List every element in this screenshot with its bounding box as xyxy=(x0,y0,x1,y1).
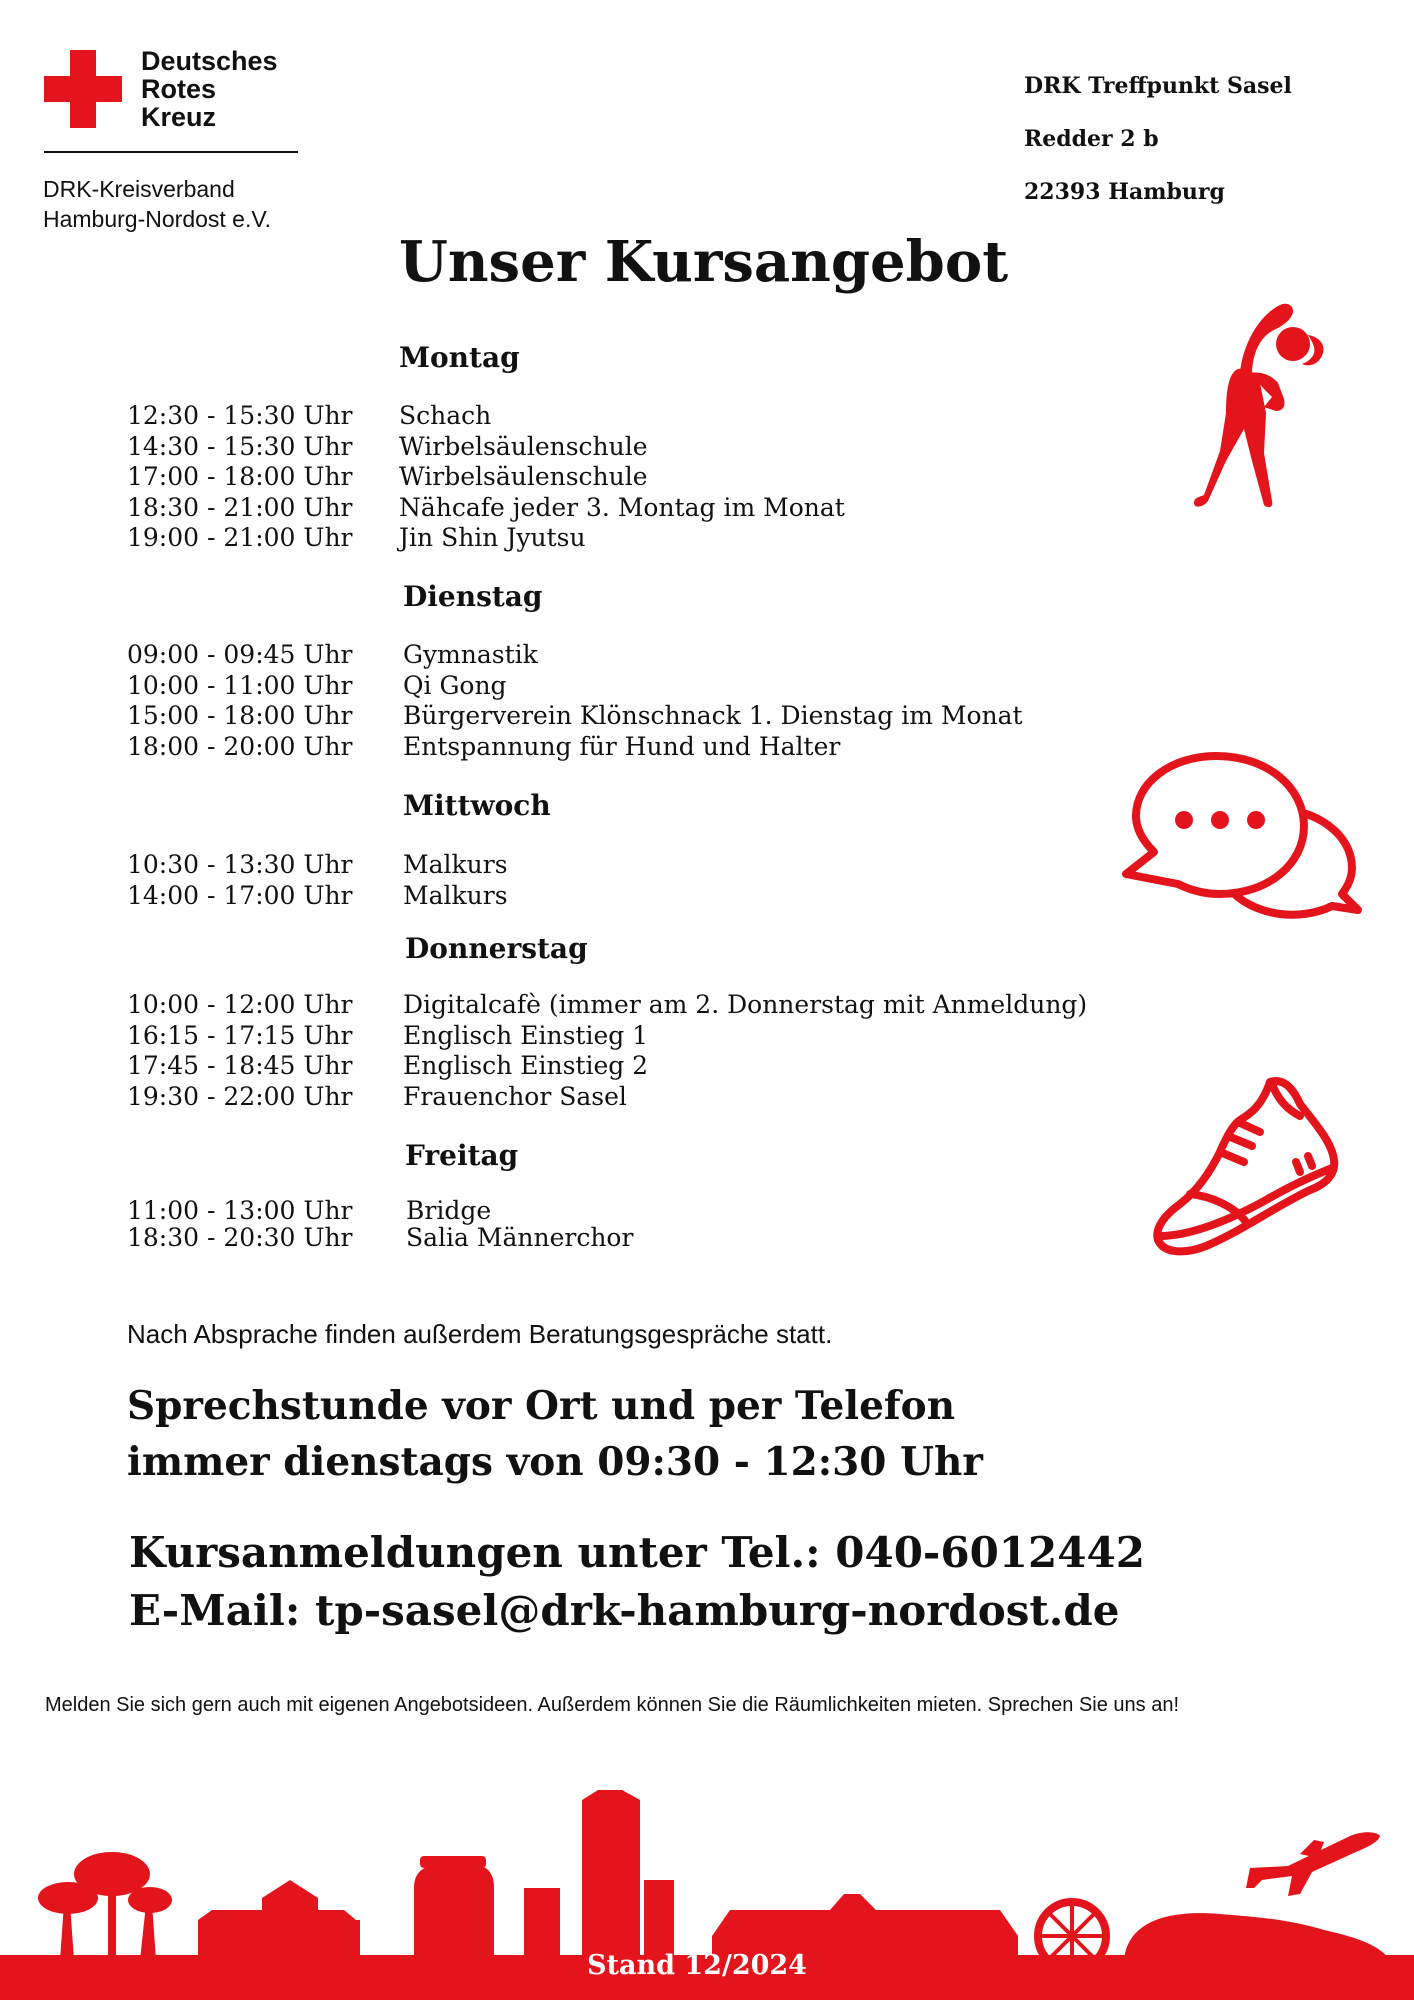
course-row xyxy=(0,701,1150,732)
course-name: Entspannung für Hund und Halter xyxy=(403,731,841,761)
office-hours-line-1: Sprechstunde vor Ort und per Telefon xyxy=(127,1383,956,1429)
course-row xyxy=(0,881,1150,912)
course-name: Gymnastik xyxy=(403,640,538,669)
stretching-person-icon xyxy=(1160,303,1330,513)
course-row xyxy=(0,850,1150,881)
course-name: Malkurs xyxy=(403,880,508,910)
org-line-1: DRK-Kreisverband xyxy=(43,176,235,202)
sneaker-icon xyxy=(1150,1076,1340,1260)
course-time: 14:30 - 15:30 Uhr xyxy=(127,431,353,461)
speech-bubbles-icon xyxy=(1120,748,1365,920)
address-street: Redder 2 b xyxy=(1024,126,1159,152)
course-time: 19:30 - 22:00 Uhr xyxy=(127,1081,353,1111)
footer-note: Melden Sie sich gern auch mit eigenen Angebotsideen. Außerdem können Sie die Räumlichkeiten mieten. Sprechen Sie uns an! xyxy=(45,1694,1180,1716)
logo-line-3: Kreuz xyxy=(141,102,217,132)
course-row xyxy=(0,462,1150,493)
course-name: Salia Männerchor xyxy=(406,1223,634,1252)
course-name: Jin Shin Jyutsu xyxy=(399,523,586,552)
day-heading-donnerstag: Donnerstag xyxy=(405,932,588,965)
organization-name xyxy=(43,174,271,234)
course-list-donnerstag xyxy=(0,990,1150,1112)
course-time: 16:15 - 17:15 Uhr xyxy=(127,1020,353,1050)
course-row xyxy=(0,523,1150,554)
consultation-note: Nach Absprache finden außerdem Beratungsgespräche statt. xyxy=(127,1319,833,1349)
course-row xyxy=(0,990,1150,1021)
course-time: 17:45 - 18:45 Uhr xyxy=(127,1051,353,1080)
course-name: Qi Gong xyxy=(403,670,507,700)
course-list-montag xyxy=(0,401,1150,554)
course-name: Frauenchor Sasel xyxy=(403,1081,627,1111)
course-name: Schach xyxy=(399,401,492,430)
course-time: 19:00 - 21:00 Uhr xyxy=(127,523,353,552)
phone-line: Kursanmeldungen unter Tel.: 040-6012442 xyxy=(129,1528,1145,1577)
org-line-2: Hamburg-Nordost e.V. xyxy=(43,206,271,232)
course-name: Englisch Einstieg 1 xyxy=(403,1020,649,1050)
address-block xyxy=(1024,60,1292,219)
course-time: 10:30 - 13:30 Uhr xyxy=(127,850,353,879)
day-heading-montag: Montag xyxy=(399,341,520,374)
day-heading-dienstag: Dienstag xyxy=(403,580,543,613)
course-name: Englisch Einstieg 2 xyxy=(403,1051,649,1080)
course-name: Nähcafe jeder 3. Montag im Monat xyxy=(399,492,845,522)
course-row xyxy=(0,401,1150,432)
course-list-dienstag xyxy=(0,640,1150,762)
course-time: 11:00 - 13:00 Uhr xyxy=(127,1196,353,1225)
contact-block xyxy=(129,1524,1145,1640)
office-hours-block xyxy=(127,1378,983,1490)
red-cross-icon xyxy=(44,50,122,128)
course-time: 17:00 - 18:00 Uhr xyxy=(127,462,353,491)
course-name: Digitalcafè (immer am 2. Donnerstag mit Anmeldung) xyxy=(403,990,1088,1019)
course-row xyxy=(0,493,1150,524)
course-row xyxy=(0,671,1150,702)
course-time: 10:00 - 12:00 Uhr xyxy=(127,990,353,1019)
course-row xyxy=(0,1223,1150,1254)
course-time: 14:00 - 17:00 Uhr xyxy=(127,880,353,910)
course-name: Malkurs xyxy=(403,850,508,879)
course-list-mittwoch xyxy=(0,850,1150,911)
course-row xyxy=(0,1196,1150,1223)
course-time: 10:00 - 11:00 Uhr xyxy=(127,670,353,700)
course-row xyxy=(0,432,1150,463)
course-time: 18:00 - 20:00 Uhr xyxy=(127,731,353,761)
course-name: Bridge xyxy=(406,1196,492,1225)
logo-divider xyxy=(44,151,298,153)
logo-wordmark xyxy=(141,47,278,131)
course-time: 18:30 - 20:30 Uhr xyxy=(127,1223,353,1252)
course-time: 12:30 - 15:30 Uhr xyxy=(127,401,353,430)
day-heading-mittwoch: Mittwoch xyxy=(403,789,551,822)
stand-date: Stand 12/2024 xyxy=(587,1950,807,1981)
course-row xyxy=(0,1082,1150,1113)
course-row xyxy=(0,640,1150,671)
address-name: DRK Treffpunkt Sasel xyxy=(1024,73,1292,99)
course-time: 15:00 - 18:00 Uhr xyxy=(127,701,353,730)
course-row xyxy=(0,1051,1150,1082)
page-title: Unser Kursangebot xyxy=(399,229,1009,295)
course-list-freitag xyxy=(0,1196,1150,1254)
course-time: 09:00 - 09:45 Uhr xyxy=(127,640,353,669)
course-time: 18:30 - 21:00 Uhr xyxy=(127,492,353,522)
office-hours-line-2: immer dienstags von 09:30 - 12:30 Uhr xyxy=(127,1439,983,1485)
logo-line-2: Rotes xyxy=(141,74,217,104)
course-name: Bürgerverein Klönschnack 1. Dienstag im Monat xyxy=(403,701,1023,730)
logo-line-1: Deutsches xyxy=(141,46,278,76)
day-heading-freitag: Freitag xyxy=(405,1139,519,1172)
course-row xyxy=(0,732,1150,763)
course-name: Wirbelsäulenschule xyxy=(399,431,648,461)
email-line: E-Mail: tp-sasel@drk-hamburg-nordost.de xyxy=(129,1586,1120,1635)
course-name: Wirbelsäulenschule xyxy=(399,462,648,491)
address-city: 22393 Hamburg xyxy=(1024,179,1225,205)
course-row xyxy=(0,1021,1150,1052)
